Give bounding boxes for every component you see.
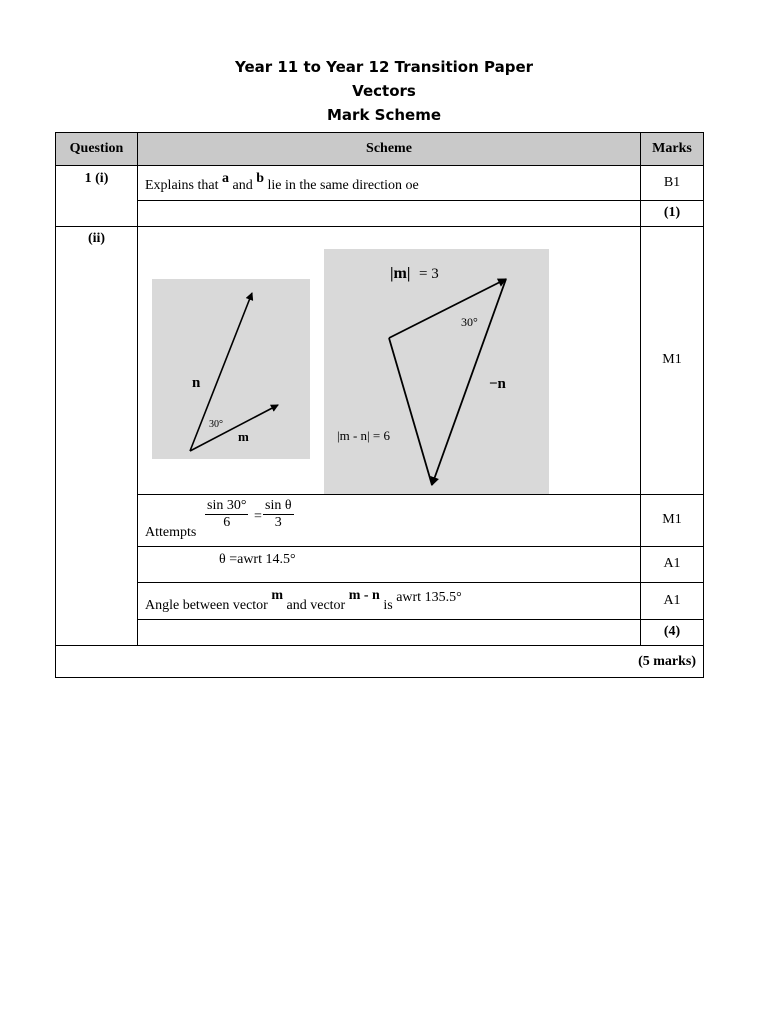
column-header-scheme: Scheme — [366, 141, 412, 156]
equals-sign: = — [254, 509, 262, 524]
label-neg-n: −n — [489, 376, 506, 392]
diagram-2-background — [324, 249, 549, 494]
question-1-ii-label: (ii) — [87, 231, 106, 246]
topic-title: Vectors — [352, 82, 416, 100]
fraction-left-denominator: 6 — [223, 515, 231, 530]
label-m: m — [238, 429, 249, 444]
column-header-question: Question — [69, 141, 124, 156]
q1-mark: B1 — [663, 175, 681, 190]
vector-m-minus-n-text: m - n — [348, 588, 380, 603]
vector-diagram-1 — [152, 279, 310, 459]
angle-result-line — [145, 588, 462, 613]
diagram-1-background — [152, 279, 310, 459]
attempts-label: Attempts — [145, 525, 197, 540]
fraction-sintheta-over-3 — [263, 498, 294, 531]
q1-and: and — [232, 178, 253, 193]
q2-theta-mark: A1 — [663, 556, 681, 571]
q1-scheme-text — [145, 171, 419, 194]
magnitude-m-minus-n: |m - n| = 6 — [337, 428, 390, 443]
total-marks: (5 marks) — [638, 654, 696, 669]
vector-diagram-2 — [324, 249, 549, 494]
vector-b: b — [256, 171, 265, 186]
column-header-marks: Marks — [652, 141, 692, 156]
q2-subtotal: (4) — [663, 624, 681, 639]
paper-title: Year 11 to Year 12 Transition Paper — [234, 58, 534, 76]
q1-post: lie in the same direction oe — [267, 178, 419, 193]
q2-angle-mark: A1 — [663, 593, 681, 608]
q2-attempts-mark: M1 — [662, 512, 682, 527]
angle-value: awrt 135.5° — [396, 590, 462, 605]
vector-a: a — [222, 171, 229, 186]
angle-mid: and vector — [286, 598, 346, 613]
fraction-sin30-over-6 — [205, 498, 248, 531]
fraction-left-numerator: sin 30° — [207, 498, 247, 513]
q1-pre: Explains that — [145, 178, 219, 193]
angle-pre: Angle between vector — [145, 598, 268, 613]
angle-is: is — [383, 598, 393, 613]
magnitude-m-bars: |m| — [390, 265, 411, 282]
angle-30-label: 30° — [209, 419, 223, 430]
fraction-right-numerator: sin θ — [265, 498, 292, 513]
angle-30-label-2: 30° — [461, 315, 478, 329]
q1-subtotal: (1) — [663, 205, 681, 220]
mark-scheme-title: Mark Scheme — [327, 106, 441, 124]
fraction-right-denominator: 3 — [274, 515, 282, 530]
theta-result: θ =awrt 14.5° — [219, 552, 296, 567]
magnitude-m-value: = 3 — [419, 266, 439, 282]
vector-m-text: m — [271, 588, 284, 603]
label-n: n — [192, 375, 201, 391]
question-1-i-label: 1 (i) — [84, 171, 109, 186]
q2-diagram-mark: M1 — [662, 352, 682, 367]
